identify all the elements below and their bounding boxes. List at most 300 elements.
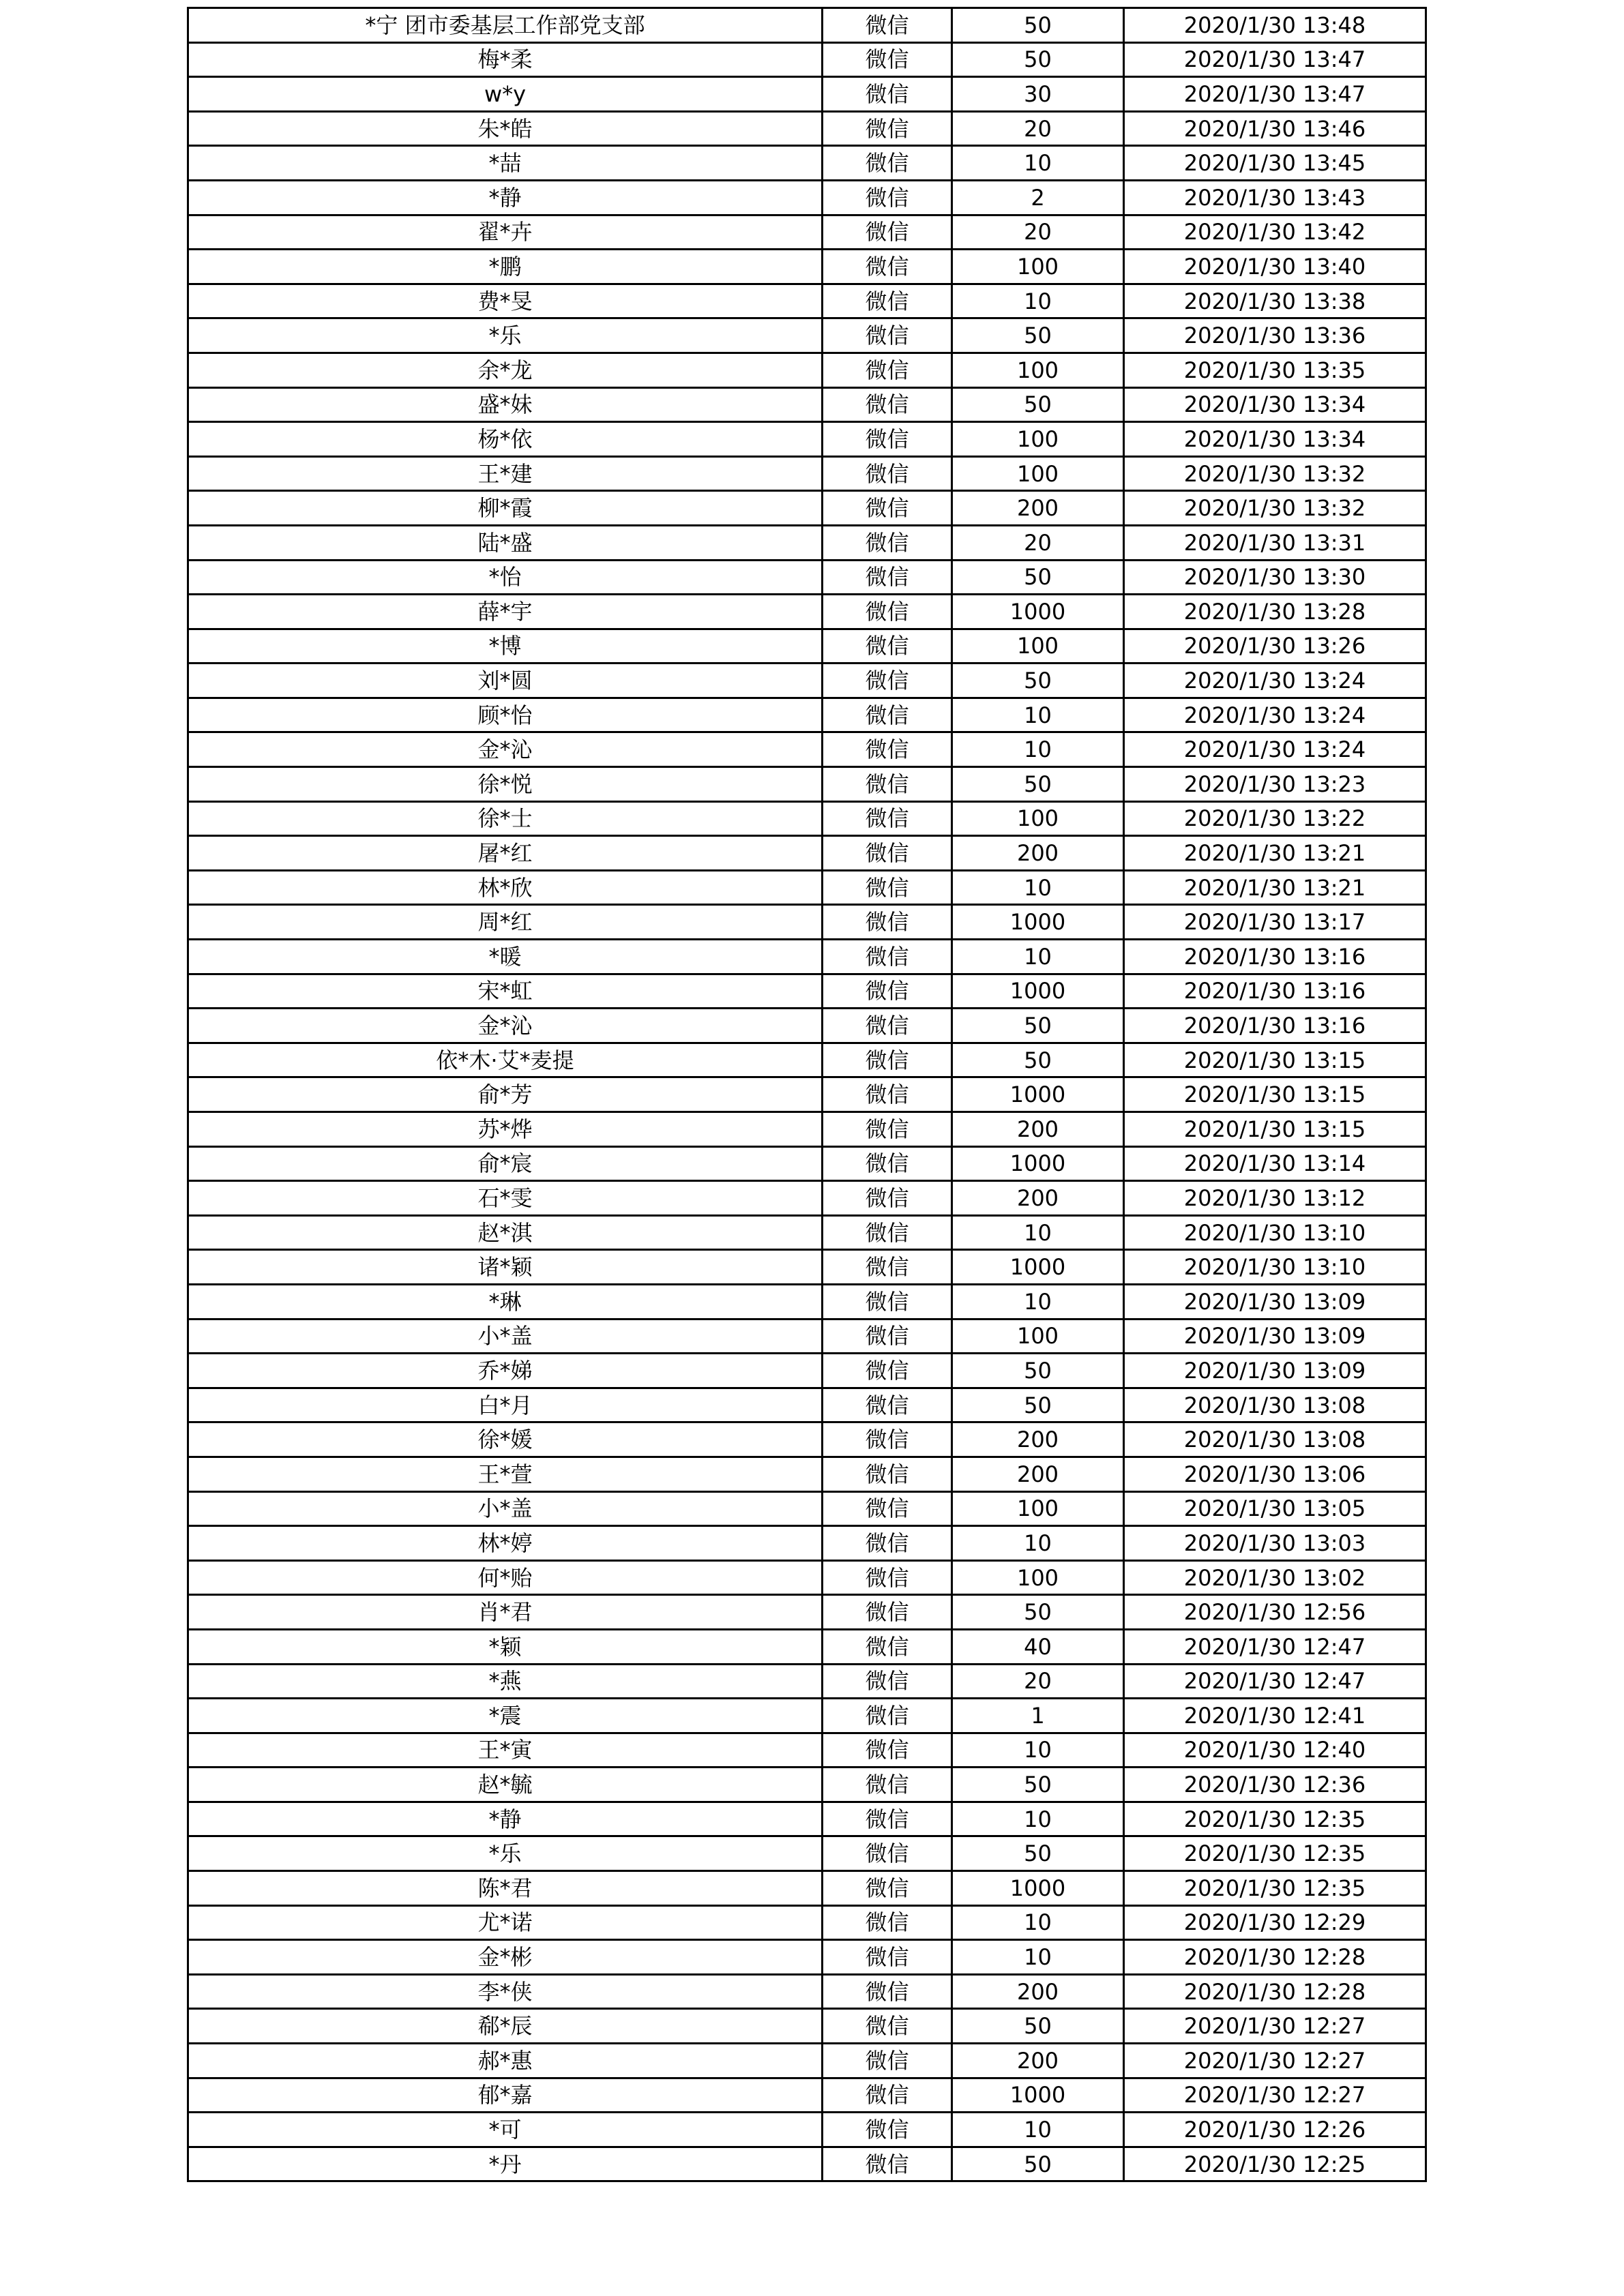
table-row	[188, 595, 1426, 629]
table-row	[188, 1043, 1426, 1077]
timestamp-cell: 2020/1/30 13:43	[1124, 180, 1426, 215]
payment-method-cell: 微信	[823, 2147, 952, 2181]
payment-method-cell: 微信	[823, 1905, 952, 1940]
payment-method-cell: 微信	[823, 732, 952, 767]
donor-name-cell: 赵*毓	[188, 1768, 823, 1802]
donor-name-cell: 朱*皓	[188, 111, 823, 146]
timestamp-cell: 2020/1/30 12:27	[1124, 2044, 1426, 2078]
donor-name-cell: 林*欣	[188, 870, 823, 905]
payment-method-cell: 微信	[823, 422, 952, 457]
donor-name-cell: 余*龙	[188, 353, 823, 387]
timestamp-cell: 2020/1/30 13:23	[1124, 767, 1426, 802]
donor-name-cell: 何*贻	[188, 1560, 823, 1595]
payment-method-cell: 微信	[823, 1733, 952, 1768]
timestamp-cell: 2020/1/30 13:28	[1124, 595, 1426, 629]
timestamp-cell: 2020/1/30 13:06	[1124, 1457, 1426, 1491]
payment-method-cell: 微信	[823, 284, 952, 318]
timestamp-cell: 2020/1/30 12:26	[1124, 2113, 1426, 2147]
table-row	[188, 1215, 1426, 1250]
donor-name-cell: 金*沁	[188, 1009, 823, 1043]
table-row	[188, 1457, 1426, 1491]
table-row	[188, 1768, 1426, 1802]
amount-cell: 10	[952, 1733, 1124, 1768]
timestamp-cell: 2020/1/30 12:47	[1124, 1664, 1426, 1699]
table-row	[188, 1009, 1426, 1043]
amount-cell: 40	[952, 1629, 1124, 1664]
timestamp-cell: 2020/1/30 13:16	[1124, 974, 1426, 1009]
timestamp-cell: 2020/1/30 12:56	[1124, 1595, 1426, 1630]
amount-cell: 200	[952, 2044, 1124, 2078]
amount-cell: 50	[952, 1388, 1124, 1422]
amount-cell: 100	[952, 1319, 1124, 1354]
table-row	[188, 629, 1426, 664]
donor-name-cell: 王*建	[188, 456, 823, 491]
table-row	[188, 146, 1426, 181]
donor-name-cell: 屠*红	[188, 836, 823, 871]
payment-method-cell: 微信	[823, 8, 952, 43]
timestamp-cell: 2020/1/30 12:25	[1124, 2147, 1426, 2181]
donor-name-cell: *暖	[188, 940, 823, 974]
table-row	[188, 111, 1426, 146]
timestamp-cell: 2020/1/30 12:28	[1124, 1974, 1426, 2009]
donor-name-cell: *颖	[188, 1629, 823, 1664]
table-row	[188, 215, 1426, 250]
timestamp-cell: 2020/1/30 13:24	[1124, 698, 1426, 732]
payment-method-cell: 微信	[823, 698, 952, 732]
amount-cell: 1000	[952, 2078, 1124, 2113]
donor-name-cell: 石*雯	[188, 1181, 823, 1216]
timestamp-cell: 2020/1/30 13:30	[1124, 560, 1426, 595]
timestamp-cell: 2020/1/30 12:47	[1124, 1629, 1426, 1664]
timestamp-cell: 2020/1/30 12:29	[1124, 1905, 1426, 1940]
timestamp-cell: 2020/1/30 12:27	[1124, 2009, 1426, 2044]
timestamp-cell: 2020/1/30 13:05	[1124, 1491, 1426, 1526]
payment-method-cell: 微信	[823, 1802, 952, 1836]
timestamp-cell: 2020/1/30 13:32	[1124, 456, 1426, 491]
timestamp-cell: 2020/1/30 13:47	[1124, 42, 1426, 77]
amount-cell: 10	[952, 732, 1124, 767]
amount-cell: 50	[952, 1043, 1124, 1077]
table-row	[188, 387, 1426, 422]
table-row	[188, 353, 1426, 387]
timestamp-cell: 2020/1/30 13:16	[1124, 1009, 1426, 1043]
amount-cell: 100	[952, 1491, 1124, 1526]
donor-name-cell: 宋*虹	[188, 974, 823, 1009]
donor-name-cell: 翟*卉	[188, 215, 823, 250]
donor-name-cell: 柳*霞	[188, 491, 823, 526]
timestamp-cell: 2020/1/30 13:03	[1124, 1526, 1426, 1561]
table-row	[188, 1077, 1426, 1112]
payment-method-cell: 微信	[823, 180, 952, 215]
table-row	[188, 1905, 1426, 1940]
timestamp-cell: 2020/1/30 12:35	[1124, 1802, 1426, 1836]
payment-method-cell: 微信	[823, 2113, 952, 2147]
amount-cell: 100	[952, 456, 1124, 491]
payment-method-cell: 微信	[823, 974, 952, 1009]
table-row	[188, 732, 1426, 767]
amount-cell: 50	[952, 560, 1124, 595]
payment-method-cell: 微信	[823, 1250, 952, 1285]
donor-name-cell: 小*盖	[188, 1491, 823, 1526]
table-row	[188, 1388, 1426, 1422]
timestamp-cell: 2020/1/30 13:42	[1124, 215, 1426, 250]
payment-method-cell: 微信	[823, 1319, 952, 1354]
amount-cell: 200	[952, 1112, 1124, 1147]
amount-cell: 200	[952, 1181, 1124, 1216]
payment-method-cell: 微信	[823, 456, 952, 491]
amount-cell: 100	[952, 629, 1124, 664]
donation-table-body	[188, 8, 1426, 2181]
payment-method-cell: 微信	[823, 801, 952, 836]
timestamp-cell: 2020/1/30 12:41	[1124, 1699, 1426, 1733]
table-row	[188, 42, 1426, 77]
amount-cell: 1	[952, 1699, 1124, 1733]
timestamp-cell: 2020/1/30 13:47	[1124, 77, 1426, 112]
donor-name-cell: 王*寅	[188, 1733, 823, 1768]
table-row	[188, 698, 1426, 732]
table-row	[188, 801, 1426, 836]
payment-method-cell: 微信	[823, 1629, 952, 1664]
timestamp-cell: 2020/1/30 13:10	[1124, 1250, 1426, 1285]
amount-cell: 50	[952, 767, 1124, 802]
table-row	[188, 1112, 1426, 1147]
timestamp-cell: 2020/1/30 13:12	[1124, 1181, 1426, 1216]
amount-cell: 1000	[952, 905, 1124, 940]
timestamp-cell: 2020/1/30 13:34	[1124, 387, 1426, 422]
donation-list-sheet	[187, 7, 1425, 2182]
payment-method-cell: 微信	[823, 2009, 952, 2044]
amount-cell: 50	[952, 664, 1124, 698]
donor-name-cell: *喆	[188, 146, 823, 181]
amount-cell: 100	[952, 801, 1124, 836]
donor-name-cell: 王*萱	[188, 1457, 823, 1491]
amount-cell: 50	[952, 318, 1124, 353]
donor-name-cell: 林*婷	[188, 1526, 823, 1561]
payment-method-cell: 微信	[823, 1699, 952, 1733]
payment-method-cell: 微信	[823, 664, 952, 698]
donor-name-cell: 盛*妹	[188, 387, 823, 422]
amount-cell: 10	[952, 940, 1124, 974]
table-row	[188, 1250, 1426, 1285]
amount-cell: 50	[952, 1768, 1124, 1802]
donor-name-cell: *鹏	[188, 250, 823, 284]
payment-method-cell: 微信	[823, 2044, 952, 2078]
table-row	[188, 1422, 1426, 1457]
amount-cell: 50	[952, 8, 1124, 43]
timestamp-cell: 2020/1/30 13:46	[1124, 111, 1426, 146]
timestamp-cell: 2020/1/30 13:40	[1124, 250, 1426, 284]
payment-method-cell: 微信	[823, 111, 952, 146]
payment-method-cell: 微信	[823, 1768, 952, 1802]
amount-cell: 10	[952, 146, 1124, 181]
timestamp-cell: 2020/1/30 13:14	[1124, 1146, 1426, 1181]
amount-cell: 1000	[952, 1077, 1124, 1112]
donor-name-cell: *怡	[188, 560, 823, 595]
donor-name-cell: 诸*颖	[188, 1250, 823, 1285]
amount-cell: 1000	[952, 974, 1124, 1009]
timestamp-cell: 2020/1/30 13:26	[1124, 629, 1426, 664]
timestamp-cell: 2020/1/30 13:15	[1124, 1112, 1426, 1147]
table-row	[188, 974, 1426, 1009]
amount-cell: 50	[952, 387, 1124, 422]
amount-cell: 200	[952, 491, 1124, 526]
donor-name-cell: 赵*淇	[188, 1215, 823, 1250]
table-row	[188, 1595, 1426, 1630]
donor-name-cell: *琳	[188, 1284, 823, 1319]
payment-method-cell: 微信	[823, 940, 952, 974]
donor-name-cell: 白*月	[188, 1388, 823, 1422]
donor-name-cell: *震	[188, 1699, 823, 1733]
table-row	[188, 664, 1426, 698]
donor-name-cell: 梅*柔	[188, 42, 823, 77]
amount-cell: 20	[952, 525, 1124, 560]
amount-cell: 1000	[952, 595, 1124, 629]
payment-method-cell: 微信	[823, 1422, 952, 1457]
payment-method-cell: 微信	[823, 905, 952, 940]
timestamp-cell: 2020/1/30 13:48	[1124, 8, 1426, 43]
payment-method-cell: 微信	[823, 1457, 952, 1491]
table-row	[188, 1733, 1426, 1768]
donor-name-cell: *博	[188, 629, 823, 664]
payment-method-cell: 微信	[823, 318, 952, 353]
payment-method-cell: 微信	[823, 1009, 952, 1043]
table-row	[188, 456, 1426, 491]
amount-cell: 50	[952, 1836, 1124, 1871]
donor-name-cell: 尤*诺	[188, 1905, 823, 1940]
table-row	[188, 767, 1426, 802]
table-row	[188, 284, 1426, 318]
table-row	[188, 8, 1426, 43]
amount-cell: 1000	[952, 1146, 1124, 1181]
payment-method-cell: 微信	[823, 1526, 952, 1561]
amount-cell: 10	[952, 1526, 1124, 1561]
payment-method-cell: 微信	[823, 836, 952, 871]
donor-name-cell: 刘*圆	[188, 664, 823, 698]
timestamp-cell: 2020/1/30 13:09	[1124, 1354, 1426, 1388]
timestamp-cell: 2020/1/30 13:09	[1124, 1319, 1426, 1354]
timestamp-cell: 2020/1/30 13:08	[1124, 1422, 1426, 1457]
amount-cell: 10	[952, 870, 1124, 905]
amount-cell: 1000	[952, 1871, 1124, 1906]
payment-method-cell: 微信	[823, 1491, 952, 1526]
amount-cell: 100	[952, 422, 1124, 457]
payment-method-cell: 微信	[823, 42, 952, 77]
donor-name-cell: *丹	[188, 2147, 823, 2181]
donor-name-cell: w*y	[188, 77, 823, 112]
timestamp-cell: 2020/1/30 12:40	[1124, 1733, 1426, 1768]
table-row	[188, 491, 1426, 526]
table-row	[188, 2147, 1426, 2181]
payment-method-cell: 微信	[823, 1181, 952, 1216]
amount-cell: 50	[952, 42, 1124, 77]
payment-method-cell: 微信	[823, 1354, 952, 1388]
donor-name-cell: *乐	[188, 1836, 823, 1871]
amount-cell: 1000	[952, 1250, 1124, 1285]
payment-method-cell: 微信	[823, 1388, 952, 1422]
donor-name-cell: 乔*娣	[188, 1354, 823, 1388]
donor-name-cell: *燕	[188, 1664, 823, 1699]
donor-name-cell: 金*沁	[188, 732, 823, 767]
donor-name-cell: 顾*怡	[188, 698, 823, 732]
donor-name-cell: 李*侠	[188, 1974, 823, 2009]
table-row	[188, 560, 1426, 595]
timestamp-cell: 2020/1/30 13:38	[1124, 284, 1426, 318]
amount-cell: 10	[952, 284, 1124, 318]
timestamp-cell: 2020/1/30 13:35	[1124, 353, 1426, 387]
timestamp-cell: 2020/1/30 13:21	[1124, 836, 1426, 871]
table-row	[188, 2044, 1426, 2078]
timestamp-cell: 2020/1/30 13:22	[1124, 801, 1426, 836]
amount-cell: 50	[952, 1354, 1124, 1388]
timestamp-cell: 2020/1/30 13:15	[1124, 1043, 1426, 1077]
table-row	[188, 836, 1426, 871]
table-row	[188, 1181, 1426, 1216]
payment-method-cell: 微信	[823, 595, 952, 629]
payment-method-cell: 微信	[823, 1284, 952, 1319]
donor-name-cell: 徐*悦	[188, 767, 823, 802]
timestamp-cell: 2020/1/30 13:31	[1124, 525, 1426, 560]
donor-name-cell: 陆*盛	[188, 525, 823, 560]
donation-table	[187, 7, 1427, 2182]
table-row	[188, 250, 1426, 284]
donor-name-cell: 俞*芳	[188, 1077, 823, 1112]
table-row	[188, 1560, 1426, 1595]
table-row	[188, 77, 1426, 112]
donor-name-cell: 陈*君	[188, 1871, 823, 1906]
table-row	[188, 1699, 1426, 1733]
payment-method-cell: 微信	[823, 353, 952, 387]
timestamp-cell: 2020/1/30 13:24	[1124, 664, 1426, 698]
payment-method-cell: 微信	[823, 491, 952, 526]
timestamp-cell: 2020/1/30 13:09	[1124, 1284, 1426, 1319]
amount-cell: 50	[952, 2009, 1124, 2044]
payment-method-cell: 微信	[823, 2078, 952, 2113]
payment-method-cell: 微信	[823, 215, 952, 250]
donor-name-cell: 徐*士	[188, 801, 823, 836]
amount-cell: 200	[952, 1422, 1124, 1457]
table-row	[188, 1354, 1426, 1388]
timestamp-cell: 2020/1/30 13:10	[1124, 1215, 1426, 1250]
donor-name-cell: 费*旻	[188, 284, 823, 318]
table-row	[188, 1664, 1426, 1699]
timestamp-cell: 2020/1/30 13:45	[1124, 146, 1426, 181]
table-row	[188, 905, 1426, 940]
donor-name-cell: 依*木·艾*麦提	[188, 1043, 823, 1077]
donor-name-cell: 杨*依	[188, 422, 823, 457]
timestamp-cell: 2020/1/30 13:02	[1124, 1560, 1426, 1595]
table-row	[188, 1871, 1426, 1906]
amount-cell: 50	[952, 2147, 1124, 2181]
amount-cell: 2	[952, 180, 1124, 215]
timestamp-cell: 2020/1/30 12:36	[1124, 1768, 1426, 1802]
payment-method-cell: 微信	[823, 1595, 952, 1630]
donor-name-cell: 肖*君	[188, 1595, 823, 1630]
table-row	[188, 940, 1426, 974]
donor-name-cell: 周*红	[188, 905, 823, 940]
table-row	[188, 870, 1426, 905]
amount-cell: 30	[952, 77, 1124, 112]
payment-method-cell: 微信	[823, 1077, 952, 1112]
amount-cell: 10	[952, 2113, 1124, 2147]
timestamp-cell: 2020/1/30 13:21	[1124, 870, 1426, 905]
timestamp-cell: 2020/1/30 13:16	[1124, 940, 1426, 974]
payment-method-cell: 微信	[823, 525, 952, 560]
table-row	[188, 2078, 1426, 2113]
payment-method-cell: 微信	[823, 250, 952, 284]
amount-cell: 50	[952, 1009, 1124, 1043]
timestamp-cell: 2020/1/30 13:24	[1124, 732, 1426, 767]
timestamp-cell: 2020/1/30 13:34	[1124, 422, 1426, 457]
table-row	[188, 525, 1426, 560]
table-row	[188, 1491, 1426, 1526]
amount-cell: 50	[952, 1595, 1124, 1630]
payment-method-cell: 微信	[823, 1560, 952, 1595]
amount-cell: 20	[952, 215, 1124, 250]
donor-name-cell: 俞*宸	[188, 1146, 823, 1181]
donor-name-cell: *静	[188, 1802, 823, 1836]
amount-cell: 100	[952, 353, 1124, 387]
table-row	[188, 1629, 1426, 1664]
payment-method-cell: 微信	[823, 1974, 952, 2009]
payment-method-cell: 微信	[823, 1215, 952, 1250]
amount-cell: 200	[952, 836, 1124, 871]
timestamp-cell: 2020/1/30 12:35	[1124, 1836, 1426, 1871]
donor-name-cell: *乐	[188, 318, 823, 353]
donor-name-cell: 郗*辰	[188, 2009, 823, 2044]
timestamp-cell: 2020/1/30 12:28	[1124, 1940, 1426, 1975]
payment-method-cell: 微信	[823, 1043, 952, 1077]
amount-cell: 10	[952, 1940, 1124, 1975]
amount-cell: 200	[952, 1974, 1124, 2009]
payment-method-cell: 微信	[823, 146, 952, 181]
table-row	[188, 1319, 1426, 1354]
timestamp-cell: 2020/1/30 13:08	[1124, 1388, 1426, 1422]
donor-name-cell: 徐*媛	[188, 1422, 823, 1457]
payment-method-cell: 微信	[823, 387, 952, 422]
donor-name-cell: *可	[188, 2113, 823, 2147]
timestamp-cell: 2020/1/30 12:27	[1124, 2078, 1426, 2113]
timestamp-cell: 2020/1/30 12:35	[1124, 1871, 1426, 1906]
payment-method-cell: 微信	[823, 1664, 952, 1699]
donor-name-cell: 苏*烨	[188, 1112, 823, 1147]
table-row	[188, 1146, 1426, 1181]
table-row	[188, 180, 1426, 215]
payment-method-cell: 微信	[823, 560, 952, 595]
payment-method-cell: 微信	[823, 629, 952, 664]
timestamp-cell: 2020/1/30 13:36	[1124, 318, 1426, 353]
amount-cell: 20	[952, 111, 1124, 146]
amount-cell: 200	[952, 1457, 1124, 1491]
amount-cell: 10	[952, 698, 1124, 732]
donor-name-cell: 郁*嘉	[188, 2078, 823, 2113]
table-row	[188, 318, 1426, 353]
payment-method-cell: 微信	[823, 1112, 952, 1147]
timestamp-cell: 2020/1/30 13:17	[1124, 905, 1426, 940]
donor-name-cell: 金*彬	[188, 1940, 823, 1975]
table-row	[188, 1940, 1426, 1975]
donor-name-cell: *静	[188, 180, 823, 215]
amount-cell: 100	[952, 1560, 1124, 1595]
table-row	[188, 2009, 1426, 2044]
payment-method-cell: 微信	[823, 767, 952, 802]
timestamp-cell: 2020/1/30 13:15	[1124, 1077, 1426, 1112]
donor-name-cell: 郝*惠	[188, 2044, 823, 2078]
amount-cell: 10	[952, 1802, 1124, 1836]
table-row	[188, 422, 1426, 457]
amount-cell: 10	[952, 1905, 1124, 1940]
payment-method-cell: 微信	[823, 77, 952, 112]
payment-method-cell: 微信	[823, 1836, 952, 1871]
